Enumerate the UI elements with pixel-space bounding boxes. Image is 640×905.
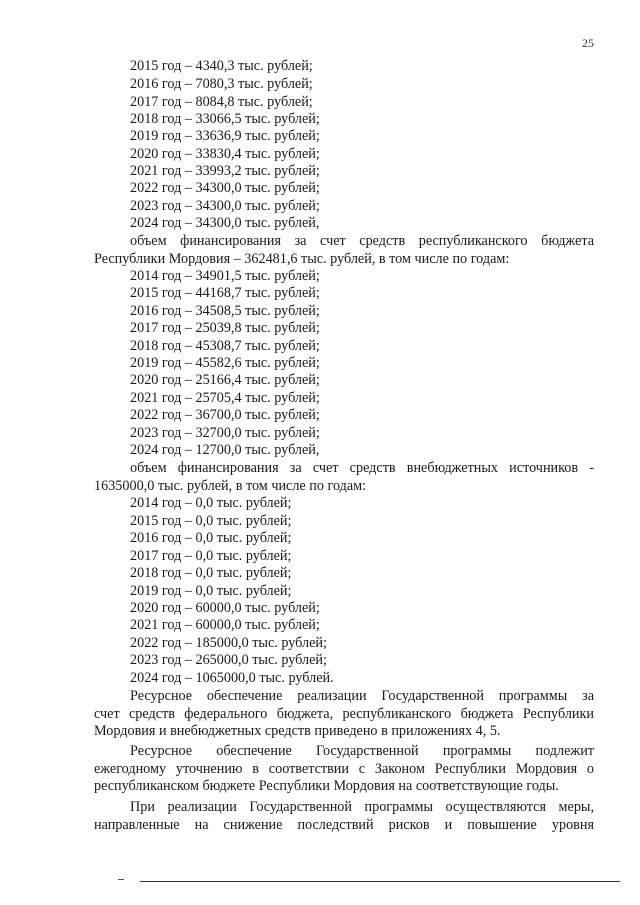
list-item: 2021 год – 60000,0 тыс. рублей; [130,617,320,633]
list-item: 2014 год – 34901,5 тыс. рублей; [130,268,320,284]
list-item: 2019 год – 0,0 тыс. рублей; [130,583,292,599]
list-item: 2024 год – 34300,0 тыс. рублей, [130,215,320,231]
paragraph-line: Ресурсное обеспечение Государственной программы подлежит [130,743,594,759]
list-item: 2023 год – 32700,0 тыс. рублей; [130,425,320,441]
list-item: 2015 год – 44168,7 тыс. рублей; [130,285,320,301]
list-item: 2017 год – 25039,8 тыс. рублей; [130,320,320,336]
paragraph-line: 1635000,0 тыс. рублей, в том числе по годам: [94,477,367,494]
risks-paragraph [94,799,594,834]
list-item: 2020 год – 60000,0 тыс. рублей; [130,600,320,616]
paragraph-line: ежегодному уточнению в соответствии с Законом Республики Мордовия о [94,760,594,777]
paragraph-line: счет средств федерального бюджета, республиканского бюджета Республики [94,705,594,722]
list-item: 2021 год – 25705,4 тыс. рублей; [130,390,320,406]
paragraph-line: объем финансирования за счет средств республиканского бюджета [130,233,594,249]
list-item: 2020 год – 33830,4 тыс. рублей; [130,146,320,162]
list-item: 2016 год – 0,0 тыс. рублей; [130,530,292,546]
list-item: 2021 год – 33993,2 тыс. рублей; [130,163,320,179]
list-item: 2024 год – 1065000,0 тыс. рублей. [130,670,334,686]
list-item: 2024 год – 12700,0 тыс. рублей, [130,442,320,458]
clarification-paragraph [94,743,594,796]
list-item: 2018 год – 33066,5 тыс. рублей; [130,111,320,127]
list-item: 2019 год – 45582,6 тыс. рублей; [130,355,320,371]
paragraph-line: республиканском бюджете Республики Мордовия на соответствующие годы. [94,778,559,794]
list-item: 2017 год – 8084,8 тыс. рублей; [130,94,313,110]
list-item: 2016 год – 34508,5 тыс. рублей; [130,303,320,319]
paragraph-line: Республики Мордовия – 362481,6 тыс. рублей, в том числе по годам: [94,250,510,267]
page-number: 25 [582,36,594,50]
footer-rule [140,881,620,882]
list-item: 2022 год – 34300,0 тыс. рублей; [130,180,320,196]
list-item: 2022 год – 185000,0 тыс. рублей; [130,635,327,651]
list-item: 2022 год – 36700,0 тыс. рублей; [130,407,320,423]
list-item: 2020 год – 25166,4 тыс. рублей; [130,372,320,388]
paragraph-line: объем финансирования за счет средств внебюджетных источников - [130,460,594,476]
paragraph-line: направленные на снижение последствий рисков и повышение уровня [94,816,594,833]
list-item: 2018 год – 45308,7 тыс. рублей; [130,338,320,354]
republic-funding-intro [94,233,594,268]
list-item: 2019 год – 33636,9 тыс. рублей; [130,128,320,144]
list-item: 2016 год – 7080,3 тыс. рублей; [130,76,313,92]
paragraph-line: Мордовия и внебюджетных средств приведено в приложениях 4, 5. [94,723,501,739]
list-item: 2017 год – 0,0 тыс. рублей; [130,548,292,564]
list-item: 2023 год – 34300,0 тыс. рублей; [130,198,320,214]
list-item: 2014 год – 0,0 тыс. рублей; [130,495,292,511]
list-item: 2018 год – 0,0 тыс. рублей; [130,565,292,581]
resources-paragraph [94,688,594,741]
footer-tick [118,879,124,880]
paragraph-line: При реализации Государственной программы осуществляются меры, [130,799,594,815]
list-item: 2015 год – 0,0 тыс. рублей; [130,513,292,529]
list-item: 2015 год – 4340,3 тыс. рублей; [130,58,313,74]
list-item: 2023 год – 265000,0 тыс. рублей; [130,652,327,668]
paragraph-line: Ресурсное обеспечение реализации Государственной программы за [130,688,594,704]
extrabudget-funding-intro [94,460,594,495]
